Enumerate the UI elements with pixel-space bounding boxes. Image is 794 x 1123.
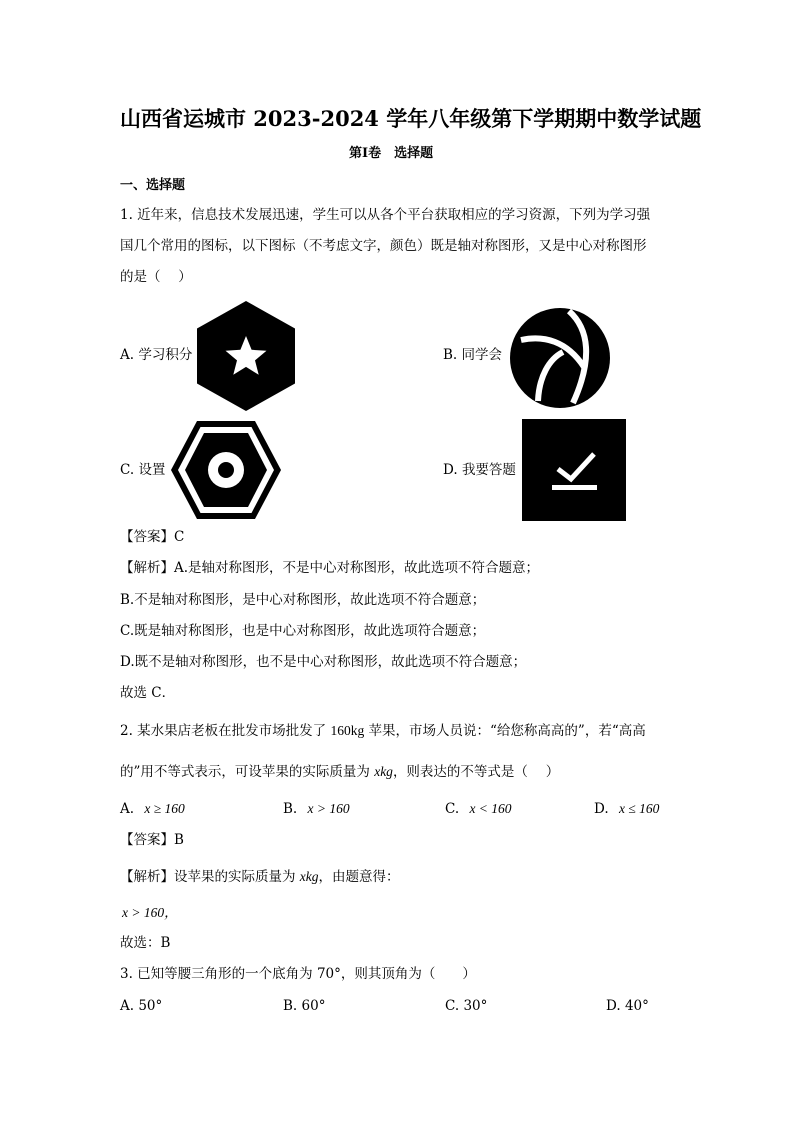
option-text: 40° bbox=[624, 998, 649, 1014]
analysis-label: 【解析】 bbox=[120, 560, 174, 576]
q2-option-b bbox=[283, 802, 350, 817]
option-text: x < 160 bbox=[469, 801, 512, 816]
q1-conclusion: 故选 C． bbox=[120, 685, 176, 701]
q1-analysis-line-4: D.既不是轴对称图形，也不是中心对称图形，故此选项不符合题意； bbox=[120, 654, 527, 670]
q3-option-b bbox=[283, 1000, 325, 1014]
q2-variable: xkg bbox=[374, 764, 393, 779]
q1-text-line-3: 的是（ ） bbox=[120, 269, 192, 285]
option-text: 设置 bbox=[138, 462, 166, 478]
answer-label: 【答案】 bbox=[120, 832, 174, 848]
q2-text-part: ，则表达的不等式是（ ） bbox=[392, 764, 560, 780]
option-text: 我要答题 bbox=[461, 462, 516, 478]
analysis-label: 【解析】 bbox=[120, 869, 174, 885]
option-label: A. bbox=[120, 347, 135, 363]
q2-option-c bbox=[445, 802, 512, 817]
q1-option-d bbox=[443, 464, 516, 478]
option-text: 学习积分 bbox=[138, 347, 193, 363]
option-text: x ≤ 160 bbox=[618, 801, 660, 816]
answer-value: B bbox=[174, 832, 184, 848]
option-text: x ≥ 160 bbox=[144, 801, 185, 816]
q2-text-part: 苹果，市场人员说：“给您称高高的”，若“高高 bbox=[368, 723, 646, 739]
option-text: 30° bbox=[463, 998, 488, 1014]
q1-text-line-2: 国几个常用的图标，以下图标（不考虑文字，颜色）既是轴对称图形，又是中心对称图形 bbox=[120, 238, 647, 254]
option-label: B. bbox=[283, 998, 298, 1014]
q2-answer bbox=[120, 834, 184, 848]
q1-answer bbox=[120, 531, 184, 545]
option-label: B. bbox=[283, 801, 298, 817]
q1-analysis-line-3: C.既是轴对称图形，也是中心对称图形，故此选项符合题意； bbox=[120, 623, 486, 639]
q3-text-line-1: 3. 已知等腰三角形的一个底角为 70°，则其顶角为（ ） bbox=[120, 966, 476, 982]
option-label: D. bbox=[594, 801, 609, 817]
analysis-text: 设苹果的实际质量为 bbox=[174, 869, 296, 885]
q1-analysis-line-1 bbox=[120, 562, 539, 576]
q1-option-c bbox=[120, 464, 165, 478]
star-hexagon-icon bbox=[196, 300, 296, 412]
q2-option-a bbox=[120, 802, 185, 817]
answer-value: C bbox=[174, 529, 185, 545]
option-label: D. bbox=[443, 462, 458, 478]
ball-icon bbox=[509, 307, 611, 409]
q2-text-part: 2. 某水果店老板在批发市场批发了 bbox=[120, 723, 327, 739]
option-label: A. bbox=[120, 801, 135, 817]
option-label: C. bbox=[445, 998, 460, 1014]
page-title: 山西省运城市 2023-2024 学年八年级第下学期期中数学试题 bbox=[120, 106, 702, 131]
option-label: C. bbox=[120, 462, 135, 478]
option-text: 50° bbox=[138, 998, 163, 1014]
q2-formula: x > 160， bbox=[122, 905, 178, 920]
q2-analysis-line-1 bbox=[120, 870, 400, 885]
q1-option-b bbox=[443, 349, 502, 363]
q2-conclusion: 故选：B bbox=[120, 935, 171, 951]
q1-text-line-1: 1. 近年来，信息技术发展迅速，学生可以从各个平台获取相应的学习资源，下列为学习强 bbox=[120, 207, 651, 223]
option-text: x > 160 bbox=[307, 801, 350, 816]
checkmark-square-icon bbox=[522, 419, 626, 521]
option-label: A. bbox=[120, 998, 135, 1014]
paper-subtitle: 第Ⅰ卷 选择题 bbox=[349, 146, 434, 161]
q2-text-line-1 bbox=[120, 724, 646, 739]
q3-option-c bbox=[445, 1000, 487, 1014]
q1-analysis-line-2: B.不是轴对称图形，是中心对称图形，故此选项不符合题意； bbox=[120, 592, 486, 608]
q2-option-d bbox=[594, 802, 659, 817]
option-text: 60° bbox=[301, 998, 326, 1014]
q3-option-a bbox=[120, 1000, 162, 1014]
analysis-text: A.是轴对称图形，不是中心对称图形，故此选项不符合题意； bbox=[174, 560, 540, 576]
option-text: 同学会 bbox=[461, 347, 503, 363]
q2-text-part: 的”用不等式表示，可设苹果的实际质量为 bbox=[120, 764, 370, 780]
option-label: D. bbox=[606, 998, 621, 1014]
q2-variable: xkg bbox=[299, 869, 319, 884]
option-label: B. bbox=[443, 347, 458, 363]
q2-quantity: 160kg bbox=[330, 723, 365, 738]
analysis-text: ，由题意得： bbox=[318, 869, 400, 885]
section-heading: 一、选择题 bbox=[120, 178, 186, 193]
nut-icon bbox=[169, 419, 283, 521]
q3-option-d bbox=[606, 1000, 649, 1014]
answer-label: 【答案】 bbox=[120, 529, 174, 545]
q1-option-a bbox=[120, 349, 192, 363]
q2-text-line-2 bbox=[120, 765, 559, 780]
option-label: C. bbox=[445, 801, 460, 817]
